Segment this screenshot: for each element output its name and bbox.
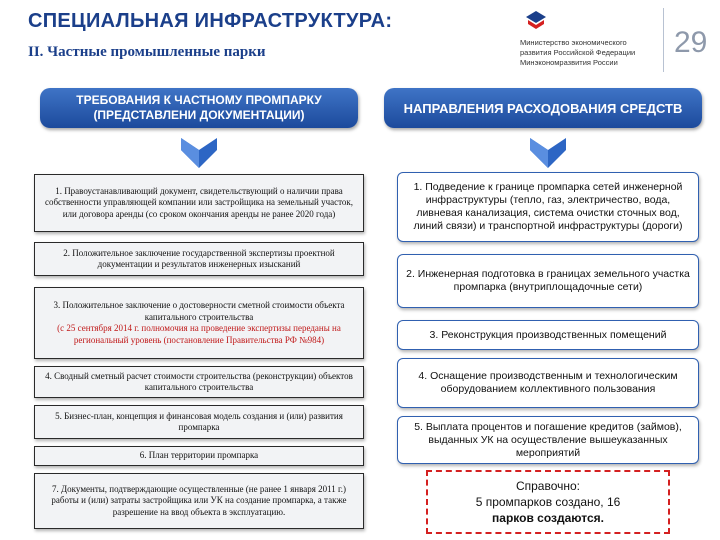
requirement-item-2: 2. Положительное заключение государственной экспертизы проектной документации и результатов инженерных изысканий: [34, 242, 364, 276]
requirement-item-3-note: (с 25 сентября 2014 г. полномочия на проведение экспертизы переданы на региональный уровень (постановление Правительства РФ №984): [57, 323, 341, 345]
chevron-down-icon: [179, 136, 219, 170]
reference-note: Справочно: 5 промпарков создано, 16 парков создаются.: [426, 470, 670, 534]
expenditure-item-5: 5. Выплата процентов и погашение кредитов (займов), выданных УК на осуществление вышеуказанных мероприятий: [397, 416, 699, 464]
page-subtitle: II. Частные промышленные парки: [28, 44, 266, 60]
chevron-down-icon: [528, 136, 568, 170]
expenditure-heading: НАПРАВЛЕНИЯ РАСХОДОВАНИЯ СРЕДСТВ: [384, 88, 702, 128]
requirement-item-3: 3. Положительное заключение о достоверности сметной стоимости объекта капитального строительства (с 25 сентября 2014 г. полномочия на проведение экспертизы переданы на региональный уровень (постановление Правительства РФ №984): [34, 287, 364, 359]
requirements-heading: ТРЕБОВАНИЯ К ЧАСТНОМУ ПРОМПАРКУ (ПРЕДСТАВЛЕНИ ДОКУМЕНТАЦИИ): [40, 88, 358, 128]
requirement-item-5: 5. Бизнес-план, концепция и финансовая модель создания и (или) развития промпарка: [34, 405, 364, 439]
expenditure-item-3: 3. Реконструкция производственных помещений: [397, 320, 699, 350]
expenditure-item-4: 4. Оснащение производственным и технологическим оборудованием коллективного пользования: [397, 358, 699, 408]
page-number: 29: [674, 26, 708, 59]
expenditure-item-2: 2. Инженерная подготовка в границах земельного участка промпарка (внутриплощадочные сети): [397, 254, 699, 308]
header-divider: [663, 8, 664, 72]
requirement-item-7: 7. Документы, подтверждающие осуществленные (не ранее 1 января 2011 г.) работы и (или) затраты застройщика или УК на создание промпарка, а также разрешение на ввод объекта в эксплуатацию.: [34, 473, 364, 529]
page-title: СПЕЦИАЛЬНАЯ ИНФРАСТРУКТУРА:: [28, 10, 393, 32]
requirement-item-1: 1. Правоустанавливающий документ, свидетельствующий о наличии права собственности управляющей компании или застройщика на земельный участок, или договора аренды (со сроком окончания аренды не ранее 2020 года): [34, 174, 364, 232]
ministry-name: Министерство экономического развития Российской Федерации Минэкономразвития России: [520, 38, 636, 67]
requirement-item-4: 4. Сводный сметный расчет стоимости строительства (реконструкции) объектов капитального строительства: [34, 366, 364, 398]
expenditure-item-1: 1. Подведение к границе промпарка сетей инженерной инфраструктуры (тепло, газ, электричество, вода, ливневая канализация, система очистки сточных вод, линий связи) и транспортной инфраструктуры (дороги): [397, 172, 699, 242]
requirement-item-6: 6. План территории промпарка: [34, 446, 364, 466]
ministry-logo-icon: [524, 10, 548, 32]
